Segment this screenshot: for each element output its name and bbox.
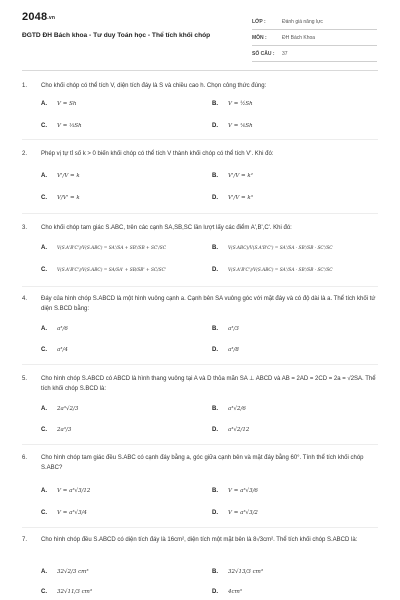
- question-number: 3.: [22, 225, 28, 231]
- question-body: Cho khối chóp có thể tích V, diện tích đáy là S và chiều cao h. Chọn công thức đúng:: [41, 83, 267, 89]
- option-value: 2a³/3: [57, 427, 72, 433]
- option-value: V = a³√3/4: [57, 510, 87, 516]
- document-title: ĐGTD ĐH Bách khoa - Tư duy Toán học - Thể tích khối chóp: [22, 32, 211, 39]
- question-2: [22, 149, 378, 201]
- option-letter: D.: [212, 123, 218, 129]
- option-value: V(S.A'B'C')/V(S.ABC) = SA'/SA · SB'/SB · SC'/SC: [228, 268, 333, 273]
- logo-suffix: .vn: [47, 15, 56, 21]
- meta-value: 37: [282, 50, 288, 57]
- question-text: [22, 535, 378, 545]
- option-a[interactable]: [41, 324, 68, 334]
- question-1: [22, 81, 378, 129]
- option-a[interactable]: [41, 171, 80, 181]
- option-letter: D.: [212, 427, 218, 433]
- question-number: 2.: [22, 151, 28, 157]
- option-letter: A.: [41, 245, 47, 251]
- meta-row-subject: [252, 30, 377, 46]
- option-c[interactable]: [41, 345, 68, 355]
- question-divider: [22, 364, 378, 365]
- meta-value: ĐH Bách Khoa: [282, 34, 316, 41]
- option-d[interactable]: [212, 508, 258, 518]
- option-b[interactable]: [212, 567, 263, 577]
- option-value: V = a³√3/2: [228, 510, 258, 516]
- option-value: V'/V = k³: [228, 195, 253, 201]
- option-b[interactable]: [212, 99, 253, 109]
- meta-row-class: [252, 14, 377, 30]
- option-letter: B.: [212, 101, 218, 107]
- option-d[interactable]: [212, 265, 333, 276]
- option-c[interactable]: [41, 425, 71, 435]
- meta-value: Đánh giá năng lực: [282, 18, 323, 25]
- option-letter: B.: [212, 569, 218, 575]
- question-number: 5.: [22, 376, 28, 382]
- option-letter: A.: [41, 406, 47, 412]
- question-text: [22, 223, 378, 233]
- option-value: V = Sh: [57, 101, 77, 107]
- option-value: V(S.A'B'C')/V(S.ABC) = SA'/SA + SB'/SB + SC'/SC: [57, 246, 167, 251]
- meta-info: [252, 14, 377, 62]
- question-divider: [22, 286, 378, 287]
- option-letter: B.: [212, 245, 218, 251]
- option-value: a³/8: [228, 347, 239, 353]
- question-body: Phép vị tự tỉ số k > 0 biến khối chóp có thể tích V thành khối chóp có thể tích V'. Khi đó:: [41, 151, 274, 157]
- question-text: [22, 294, 378, 314]
- option-b[interactable]: [212, 404, 246, 414]
- meta-key: LỚP :: [252, 18, 266, 25]
- question-body: Đáy của hình chóp S.ABCD là một hình vuông cạnh a. Cạnh bên SA vuông góc với mặt đáy và có độ dài là a. Thể tích khối tứ diện S.BCD bằng:: [41, 296, 376, 312]
- option-d[interactable]: [212, 587, 242, 597]
- option-value: a³/3: [228, 326, 239, 332]
- meta-key: MÔN :: [252, 34, 267, 41]
- option-value: V/V' = k: [57, 195, 80, 201]
- option-value: V = ⅓Sh: [57, 123, 82, 129]
- option-value: a³/6: [57, 326, 68, 332]
- question-divider: [22, 527, 378, 528]
- option-letter: B.: [212, 326, 218, 332]
- option-d[interactable]: [212, 193, 253, 203]
- question-body: Cho hình chóp tam giác đều S.ABC có cạnh đáy bằng a, góc giữa cạnh bên và mặt đáy bằng 60°. Tính thể tích khối chóp S.ABC?: [41, 455, 364, 471]
- question-4: [22, 294, 378, 353]
- option-letter: B.: [212, 173, 218, 179]
- meta-key: SỐ CÂU :: [252, 50, 275, 57]
- option-letter: B.: [212, 406, 218, 412]
- option-letter: D.: [212, 195, 218, 201]
- option-value: 2a³√2/3: [57, 406, 79, 412]
- option-letter: C.: [41, 123, 47, 129]
- option-value: V(S.ABC)/V(S.A'B'C') = SA'/SA · SB'/SB · SC'/SC: [228, 246, 333, 251]
- option-value: V = a³√3/6: [228, 488, 258, 494]
- question-text: [22, 149, 378, 159]
- option-value: V = a³√3/12: [57, 488, 91, 494]
- option-b[interactable]: [212, 171, 253, 181]
- question-divider: [22, 213, 378, 214]
- option-a[interactable]: [41, 404, 78, 414]
- option-value: V'/V = k²: [228, 173, 253, 179]
- option-value: V'/V = k: [57, 173, 80, 179]
- question-text: [22, 81, 378, 91]
- option-value: a³/4: [57, 347, 68, 353]
- meta-row-count: [252, 46, 377, 62]
- option-letter: D.: [212, 347, 218, 353]
- question-body: Cho hình chóp S.ABCD có ABCD là hình thang vuông tại A và D thỏa mãn SA ⊥ ABCD và AB = 2AD = 2CD = 2a = √2SA. Thể tích khối chóp S.BCD là:: [41, 376, 376, 392]
- option-b[interactable]: [212, 324, 239, 334]
- question-number: 7.: [22, 537, 28, 543]
- option-value: V = ½Sh: [228, 101, 253, 107]
- question-6: [22, 453, 378, 516]
- option-letter: D.: [212, 589, 218, 595]
- option-letter: C.: [41, 427, 47, 433]
- option-letter: D.: [212, 267, 218, 273]
- option-value: V(S.A'B'C')/V(S.ABC) = SA/SA' + SB/SB' + SC/SC': [57, 268, 167, 273]
- option-letter: C.: [41, 589, 47, 595]
- question-3: [22, 223, 378, 273]
- question-7: [22, 535, 378, 595]
- logo-text: 2048: [22, 11, 48, 23]
- option-a[interactable]: [41, 567, 89, 577]
- question-text: [22, 453, 378, 473]
- option-letter: C.: [41, 347, 47, 353]
- option-letter: C.: [41, 267, 47, 273]
- question-number: 1.: [22, 83, 28, 89]
- option-b[interactable]: [212, 243, 333, 254]
- option-letter: A.: [41, 101, 47, 107]
- header-divider: [22, 70, 378, 71]
- page-header: [0, 0, 400, 70]
- option-letter: A.: [41, 488, 47, 494]
- option-a[interactable]: [41, 243, 166, 254]
- option-c[interactable]: [41, 121, 82, 131]
- question-divider: [22, 444, 378, 445]
- question-body: Cho hình chóp đều S.ABCD có diện tích đáy là 16cm², diện tích một mặt bên là 8√3cm². Thể tích khối chóp S.ABCD là:: [41, 537, 358, 543]
- option-d[interactable]: [212, 425, 249, 435]
- option-letter: A.: [41, 326, 47, 332]
- option-d[interactable]: [212, 121, 253, 131]
- option-a[interactable]: [41, 486, 90, 496]
- site-logo[interactable]: [22, 11, 55, 23]
- question-5: [22, 374, 378, 433]
- option-c[interactable]: [41, 508, 87, 518]
- option-letter: B.: [212, 488, 218, 494]
- option-c[interactable]: [41, 265, 166, 276]
- option-letter: C.: [41, 195, 47, 201]
- option-d[interactable]: [212, 345, 239, 355]
- option-value: a³√2/6: [228, 406, 246, 412]
- option-letter: A.: [41, 173, 47, 179]
- question-text: [22, 374, 378, 394]
- option-letter: D.: [212, 510, 218, 516]
- option-value: 4cm³: [228, 589, 242, 595]
- option-value: 32√13/3 cm³: [228, 569, 264, 575]
- question-divider: [22, 139, 378, 140]
- option-value: V = ⅙Sh: [228, 123, 253, 129]
- option-c[interactable]: [41, 587, 92, 597]
- option-letter: C.: [41, 510, 47, 516]
- option-b[interactable]: [212, 486, 258, 496]
- option-c[interactable]: [41, 193, 80, 203]
- option-a[interactable]: [41, 99, 76, 109]
- option-value: a³√2/12: [228, 427, 250, 433]
- question-number: 4.: [22, 296, 28, 302]
- option-value: 32√11/3 cm³: [57, 589, 93, 595]
- question-body: Cho khối chóp tam giác S.ABC, trên các cạnh SA,SB,SC lần lượt lấy các điểm A',B',C'. Khi đó:: [41, 225, 292, 231]
- option-letter: A.: [41, 569, 47, 575]
- question-number: 6.: [22, 455, 28, 461]
- option-value: 32√2/3 cm³: [57, 569, 89, 575]
